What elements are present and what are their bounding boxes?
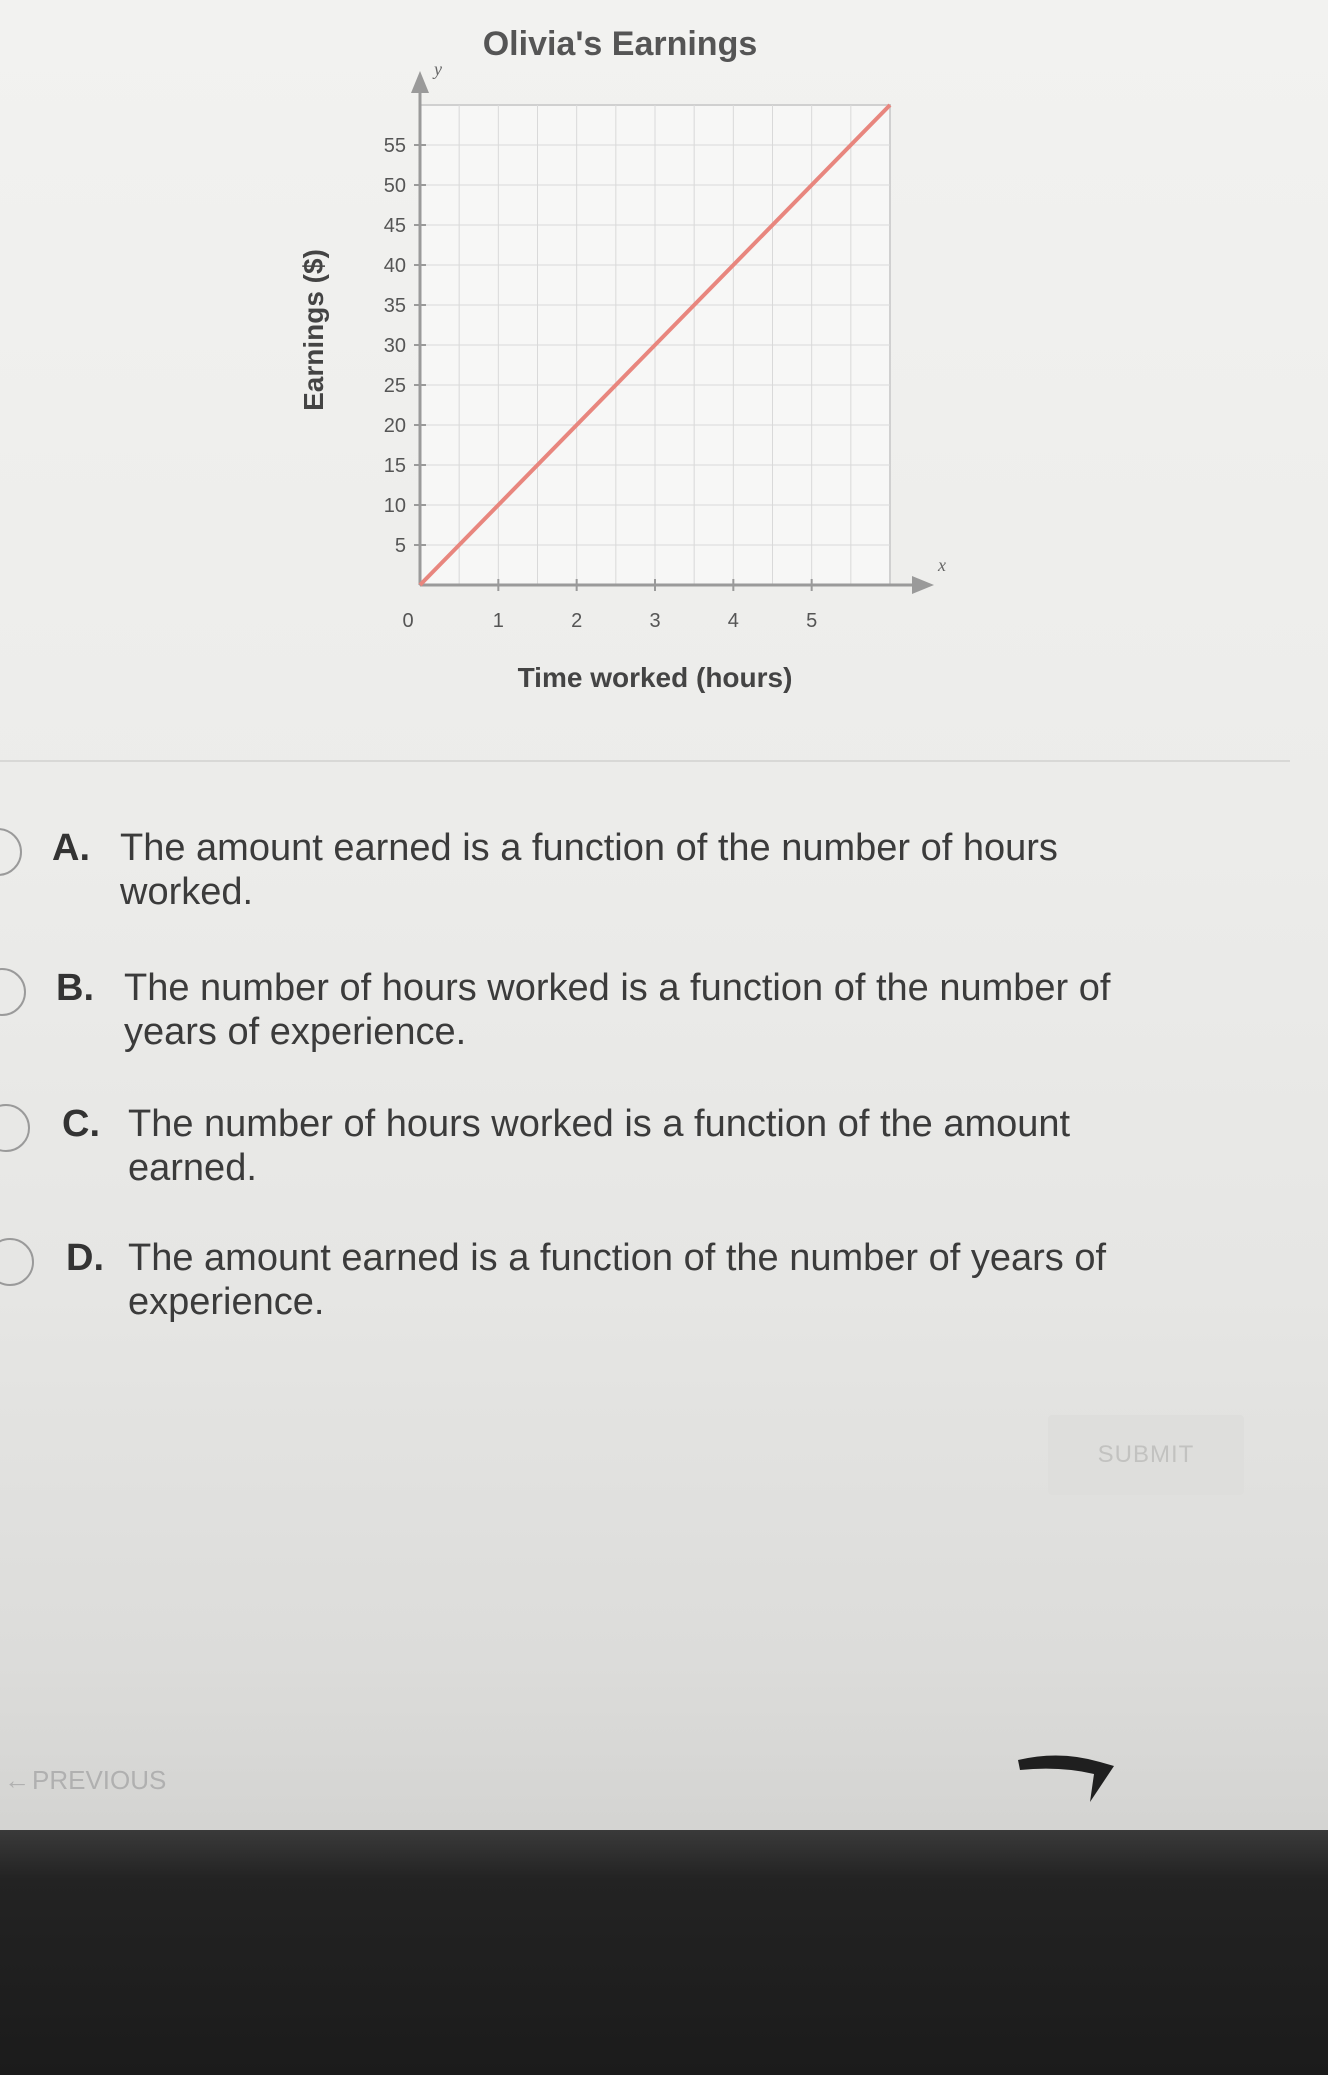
y-axis-letter: y: [434, 59, 442, 79]
y-tick-label: 40: [383, 255, 406, 277]
y-tick-label: 10: [383, 495, 406, 517]
choice-c-text: The number of hours worked is a function of the amount earned.: [128, 1103, 1071, 1189]
radio-d-icon[interactable]: [0, 1238, 34, 1286]
y-tick-label: 50: [383, 175, 406, 197]
y-tick-label: 5: [394, 535, 406, 557]
x-tick-label: 1: [492, 610, 504, 632]
y-tick-label: 45: [383, 215, 406, 237]
previous-label: PREVIOUS: [32, 1765, 167, 1795]
radio-c-icon[interactable]: [0, 1104, 30, 1152]
radio-a-icon[interactable]: [0, 828, 22, 876]
choice-d-text: The amount earned is a function of the number of years of experience.: [128, 1237, 1107, 1323]
submit-button[interactable]: SUBMIT: [1048, 1415, 1244, 1495]
choice-b-letter: B.: [56, 967, 94, 1009]
choice-b-text: The number of hours worked is a function of the number of years of experience.: [124, 967, 1111, 1053]
chart-svg: [260, 10, 980, 710]
choice-a-text: The amount earned is a function of the number of hours worked.: [120, 827, 1058, 913]
x-tick-label: 2: [571, 610, 583, 632]
previous-button[interactable]: [4, 1765, 166, 1796]
arrow-left-icon: ←: [4, 1765, 30, 1795]
earnings-chart: [260, 10, 980, 710]
y-axis-label: Earnings ($): [298, 249, 329, 411]
next-arrow-icon[interactable]: [1010, 1740, 1120, 1810]
x-tick-label: 3: [649, 610, 661, 632]
x-tick-label: 5: [806, 610, 818, 632]
x-tick-label: 0: [402, 610, 414, 632]
y-axis-arrow-icon: [411, 71, 429, 93]
choice-a-letter: A.: [52, 827, 90, 869]
choice-d-letter: D.: [66, 1237, 104, 1279]
screen-bezel: [0, 1830, 1328, 2075]
radio-b-icon[interactable]: [0, 968, 26, 1016]
x-tick-label: 4: [727, 610, 739, 632]
y-tick-label: 35: [383, 295, 406, 317]
chart-title: Olivia's Earnings: [482, 25, 758, 63]
y-tick-label: 55: [383, 135, 406, 157]
y-tick-label: 20: [383, 415, 406, 437]
x-axis-arrow-icon: [912, 576, 934, 594]
x-axis-letter: x: [938, 555, 946, 575]
y-tick-label: 15: [383, 455, 406, 477]
divider: [0, 760, 1290, 762]
y-tick-label: 25: [383, 375, 406, 397]
y-tick-label: 30: [383, 335, 406, 357]
choice-c-letter: C.: [62, 1103, 100, 1145]
x-axis-label: Time worked (hours): [517, 662, 793, 693]
